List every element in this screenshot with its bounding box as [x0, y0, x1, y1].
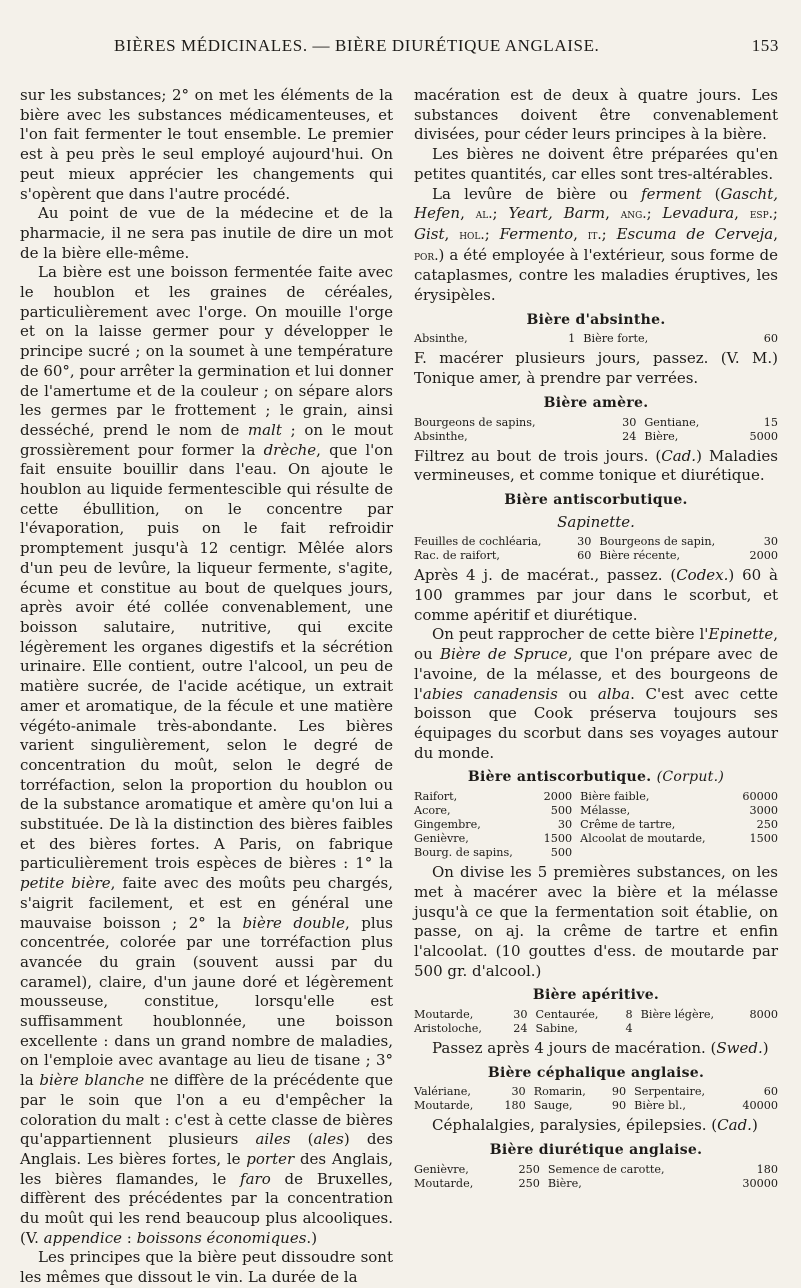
- text-run: On peut rapprocher de cette bière l': [432, 625, 709, 644]
- paragraph: [414, 86, 778, 145]
- ingredient-name: Bourgeons de sapin,: [599, 535, 716, 549]
- recipe-ingredients: [414, 790, 778, 860]
- ingredient-quantity: 2000: [543, 790, 573, 804]
- ingredient-quantity: 24: [513, 1022, 528, 1036]
- recipe-title: Bière d'absinthe.: [526, 311, 666, 328]
- ingredient-row: [414, 1163, 778, 1177]
- italic-text: petite bière: [20, 874, 111, 893]
- ingredient-name: [580, 846, 734, 860]
- paragraph: [20, 86, 393, 204]
- ingredient-row: [414, 804, 778, 818]
- abbrev-text: ang.: [620, 206, 647, 223]
- italic-text: Escuma de Cerveja: [616, 224, 774, 243]
- text-run: .): [306, 1228, 318, 1247]
- ingredient-name: Sabine,: [535, 1022, 578, 1036]
- ingredient-quantity: 90: [611, 1099, 627, 1113]
- abbrev-text: al.: [475, 206, 493, 223]
- text-run: ne diffère de la précédente que par le soin que l'on a eu d'empêcher la coloration du malt : c'est à cette classe de bières qu'appartiennent plusieurs: [20, 1071, 393, 1149]
- ingredient-name: [641, 1022, 740, 1036]
- text-run: :: [121, 1228, 137, 1247]
- recipe-text: [414, 1116, 778, 1136]
- ingredient-quantity: [740, 1022, 778, 1036]
- text-run: ,: [460, 204, 476, 223]
- abbrev-text: esp.: [749, 206, 773, 223]
- text-run: ): [762, 1039, 769, 1058]
- text-run: ;: [601, 224, 617, 243]
- recipe-title-ref: (Corput.): [656, 769, 725, 786]
- italic-text: ales: [313, 1130, 344, 1149]
- ingredient-row: [414, 416, 778, 430]
- running-title: BIÈRES MÉDICINALES. — BIÈRE DIURÉTIQUE ANGLAISE.: [114, 36, 600, 55]
- ingredient-row: [414, 1085, 778, 1099]
- ingredient-row: [414, 1022, 778, 1036]
- ingredient-name: Bière récente,: [599, 549, 681, 563]
- ingredient-row: [414, 846, 778, 860]
- ingredient-quantity: 30: [577, 535, 592, 549]
- ingredient-quantity: 30000: [742, 1176, 778, 1190]
- text-run: ou: [557, 684, 598, 703]
- text-run: des Anglais, les bières flamandes, le: [20, 1149, 393, 1188]
- text-run: sur les substances; 2° on met les éléments de la bière avec les substances médicamenteuses, et l'on fait fermenter le tout ensemble. Le premier est à peu près le seul employé aujourd'hui. On peut mieux apprécier les changements qui s'opèrent que dans l'autre procédé.: [20, 86, 393, 203]
- ingredient-quantity: 24: [622, 429, 637, 443]
- ingredient-name: Moutarde,: [414, 1008, 474, 1022]
- abbrev-text: por.: [414, 247, 439, 264]
- text-run: ;: [646, 204, 663, 223]
- ingredient-name: Aristoloche,: [414, 1022, 482, 1036]
- ingredient-name: Semence de carotte,: [547, 1162, 665, 1176]
- ingredient-name: Gingembre,: [414, 818, 481, 832]
- text-run: , que l'on fait ensuite bouillir dans l'eau. On ajoute le houblon au liquide fermentescible qui résulte de cette ébullition, on le concentre par l'évaporation, puis on le fait refroidir promptement jusqu'à 12 centigr. Mêlée alors d'un peu de levûre, la liqueur fermente, s'agite, écume et constitue au bout de quelques jours, après avoir été collée convenablement, une boisson salutaire, nutritive, qui excite légèrement les organes digestifs et la sécrétion urinaire. Elle contient, outre l'alcool, un peu de matière sucrée, de l'acide acétique, un extrait amer et aromatique, de la fécule et une matière végéto-animale très-abondante. Les bières varient singulièrement, selon le degré de concentration du moût, selon le degré de torréfaction, selon la proportion du houblon ou de la substance aromatique et amère qu'on lui a substituée. De là la distinction des bières faibles et des bières fortes. A Paris, on fabrique particulièrement trois espèces de bières : 1° la: [20, 440, 393, 873]
- ingredient-quantity: 1: [568, 332, 576, 346]
- ingredient-row: [414, 535, 778, 549]
- text-run: , faite avec des moûts peu chargés, s'aigrit facilement, et est en général une mauvaise boisson ; 2° la: [20, 874, 393, 932]
- ingredient-quantity: 250: [518, 1162, 540, 1176]
- text-run: macération est de deux à quatre jours. Les substances doivent être convenablement divisées, pour céder leurs principes à la bière.: [414, 86, 778, 144]
- recipe-title: Bière diurétique anglaise.: [489, 1142, 703, 1159]
- recipe-ingredients: [414, 1163, 778, 1191]
- ingredient-quantity: 500: [550, 846, 573, 860]
- text-run: On divise les 5 premières substances, on les met à macérer avec la bière et la mélasse jusqu'à ce que la fermentation soit établie, on passe, on aj. la crême de tartre et enfin l'alcoolat. (10 gouttes d'ess. de moutarde par 500 gr. d'alcool.): [414, 863, 778, 980]
- ingredient-quantity: 2000: [749, 549, 778, 563]
- ingredient-quantity: 40000: [742, 1099, 778, 1113]
- paragraph: [20, 204, 393, 263]
- italic-text: Cad.: [717, 1116, 752, 1135]
- ingredient-name: Absinthe,: [414, 429, 468, 443]
- ingredient-quantity: 180: [756, 1162, 778, 1176]
- italic-text: abies canadensis: [422, 684, 558, 703]
- italic-text: Yeart, Barm: [508, 204, 606, 223]
- ingredient-quantity: 8: [625, 1008, 633, 1022]
- recipe-text: [414, 349, 778, 388]
- ingredient-quantity: 30: [763, 535, 778, 549]
- italic-text: Levadura: [662, 204, 735, 223]
- ingredient-row: [414, 1177, 778, 1191]
- ingredient-quantity: 250: [756, 818, 778, 832]
- recipe-ingredients: [414, 416, 778, 444]
- recipe-text: [414, 863, 778, 981]
- ingredient-quantity: 500: [550, 804, 573, 818]
- italic-text: Gascht, Hefen: [414, 184, 778, 223]
- text-run: Au point de vue de la médecine et de la pharmacie, il ne sera pas inutile de dire un mot de la bière elle-même.: [20, 204, 393, 262]
- right-column: [414, 86, 778, 1194]
- page-number: 153: [751, 36, 779, 55]
- text-run: Les bières ne doivent être préparées qu'en petites quantités, car elles sont tres-altérables.: [414, 145, 778, 183]
- ingredient-quantity: 8000: [749, 1008, 778, 1022]
- ingredient-name: Bière,: [644, 429, 679, 443]
- ingredient-name: Valériane,: [414, 1085, 471, 1099]
- ingredient-name: Romarin,: [533, 1085, 586, 1099]
- ingredient-quantity: 30: [622, 415, 637, 429]
- italic-text: Gist: [414, 224, 445, 243]
- ingredient-name: Genièvre,: [414, 1162, 469, 1176]
- ingredient-name: Bière forte,: [583, 332, 649, 346]
- italic-text: alba: [597, 684, 631, 703]
- ingredient-name: Bière faible,: [580, 790, 650, 804]
- ingredient-name: Absinthe,: [414, 332, 468, 346]
- ingredient-name: Bière légère,: [640, 1008, 715, 1022]
- italic-text: appendice: [43, 1228, 122, 1247]
- text-run: , plus concentrée, colorée par une torréfaction plus avancée du grain (souvent aussi par du caramel), claire, d'un jaune doré et légèrement mousseuse, constitue, lorsqu'elle est suffisamment houblonnée, une boisson excellente : dans un grand nombre de maladies, on l'emploie avec avantage au lieu de tisane ; 3° la: [20, 913, 394, 1090]
- ingredient-name: Moutarde,: [414, 1176, 474, 1190]
- ingredient-name: Crême de tartre,: [580, 818, 676, 832]
- recipe-subtitle: Sapinette.: [557, 512, 635, 531]
- recipe-ingredients: [414, 535, 778, 563]
- italic-text: faro: [240, 1169, 271, 1188]
- text-run: La levûre de bière ou: [432, 184, 642, 203]
- ingredient-row: [414, 1008, 778, 1022]
- italic-text: malt: [247, 420, 282, 439]
- recipe-title: Bière apéritive.: [532, 987, 660, 1004]
- recipe-text: [414, 1039, 778, 1059]
- italic-text: Cad.: [661, 446, 697, 465]
- recipe-title-text: Bière antiscorbutique.: [467, 769, 652, 786]
- text-run: ) des Anglais. Les bières fortes, le: [20, 1130, 394, 1168]
- text-run: ,: [734, 204, 750, 223]
- italic-text: Swed.: [716, 1039, 763, 1058]
- recipe-ingredients: [414, 1085, 778, 1113]
- ingredient-quantity: 1500: [543, 832, 573, 846]
- recipe-ingredients: [414, 1008, 778, 1036]
- page-header: [20, 36, 779, 62]
- italic-text: porter: [246, 1149, 295, 1168]
- paragraph: [20, 263, 393, 1248]
- ingredient-quantity: 30: [557, 818, 573, 832]
- ingredient-quantity: 5000: [749, 429, 778, 443]
- italic-text: ferment: [641, 184, 702, 203]
- ingredient-quantity: 60000: [742, 790, 778, 804]
- text-run: de Bruxelles, diffèrent des précédentes par la concentration du moût qui les rend beaucoup plus alcooliques. (V.: [20, 1169, 393, 1247]
- ingredient-quantity: 90: [611, 1085, 627, 1099]
- ingredient-name: Alcoolat de moutarde,: [580, 832, 706, 846]
- italic-text: ailes: [255, 1130, 291, 1149]
- ingredient-quantity: 60: [763, 1085, 778, 1099]
- recipe-title: Bière céphalique anglaise.: [487, 1064, 705, 1081]
- ingredient-row: [414, 1099, 778, 1113]
- recipe-text: [414, 447, 778, 486]
- ingredient-row: [414, 818, 778, 832]
- ingredient-row: [414, 430, 778, 444]
- ingredient-name: Bourgeons de sapins,: [414, 415, 536, 429]
- italic-text: boissons économiques: [136, 1228, 307, 1247]
- abbrev-text: it.: [587, 226, 602, 243]
- paragraph: [414, 145, 778, 184]
- abbrev-text: hol.: [459, 226, 485, 243]
- ingredient-quantity: 3000: [749, 804, 778, 818]
- ingredient-quantity: 4: [625, 1022, 633, 1036]
- italic-text: drèche: [263, 440, 317, 459]
- ingredient-row: [414, 790, 778, 804]
- ingredient-name: Centaurée,: [535, 1008, 599, 1022]
- text-run: ,: [605, 204, 621, 223]
- text-run: (: [701, 184, 721, 203]
- ingredient-name: Sauge,: [533, 1099, 573, 1113]
- text-run: F. macérer plusieurs jours, passez. (V. M.) Tonique amer, à prendre par verrées.: [414, 349, 778, 388]
- ingredient-quantity: 15: [763, 415, 778, 429]
- ingredient-name: Raifort,: [414, 790, 458, 804]
- text-run: ;: [484, 224, 500, 243]
- ingredient-name: Acore,: [414, 804, 451, 818]
- ingredient-row: [414, 832, 778, 846]
- text-run: , que l'on prépare avec de l'avoine, de la mélasse, et des bourgeons de l': [414, 645, 778, 703]
- ingredient-name: Bourg. de sapins,: [414, 846, 513, 860]
- text-run: Filtrez au bout de trois jours. (: [414, 446, 662, 465]
- italic-text: bière double: [242, 913, 345, 932]
- text-run: Céphalalgies, paralysies, épilepsies. (: [432, 1116, 718, 1135]
- italic-text: bière blanche: [39, 1071, 145, 1090]
- paragraph: [414, 625, 778, 763]
- recipe-ingredients: [414, 332, 778, 346]
- text-run: ;: [772, 204, 778, 223]
- ingredient-name: Mélasse,: [580, 804, 631, 818]
- ingredient-name: Bière bl.,: [634, 1099, 686, 1113]
- text-run: ; on le mout grossièrement pour former la: [20, 420, 394, 459]
- text-run: Après 4 j. de macérat., passez. (: [414, 566, 677, 585]
- text-run: . C'est avec cette boisson que Cook préserva toujours ses équipages du scorbut dans ses voyages autour du monde.: [414, 684, 779, 762]
- recipe-title: [414, 768, 778, 788]
- text-run: ): [751, 1116, 758, 1135]
- ingredient-name: Moutarde,: [414, 1099, 474, 1113]
- ingredient-name: Genièvre,: [414, 832, 469, 846]
- ingredient-name: Bière,: [547, 1176, 582, 1190]
- text-run: ,: [573, 224, 588, 243]
- italic-text: Bière de Spruce: [439, 645, 568, 664]
- ingredient-quantity: 250: [518, 1176, 540, 1190]
- text-run: ) 60 à 100 grammes par jour dans le scorbut, et comme apéritif et diurétique.: [414, 566, 778, 624]
- italic-text: Fermento: [499, 224, 574, 243]
- recipe-title: Bière antiscorbutique.: [504, 491, 688, 508]
- text-run: , ou: [414, 625, 778, 664]
- text-run: ,: [773, 224, 778, 243]
- ingredient-name: Gentiane,: [644, 415, 700, 429]
- text-run: ,: [444, 224, 460, 243]
- ingredient-row: [414, 549, 778, 563]
- ingredient-quantity: 180: [504, 1099, 526, 1113]
- recipe-title: Bière amère.: [543, 394, 649, 411]
- ingredient-quantity: 60: [763, 332, 778, 346]
- text-run: Passez après 4 jours de macération. (: [432, 1039, 717, 1058]
- text-run: ) Maladies vermineuses, et comme tonique et diurétique.: [414, 446, 778, 485]
- recipe-text: [414, 566, 778, 625]
- ingredient-name: Rac. de raifort,: [414, 549, 500, 563]
- ingredient-quantity: 1500: [749, 832, 778, 846]
- ingredient-row: [414, 332, 778, 346]
- text-run: ;: [492, 204, 509, 223]
- ingredient-name: Serpentaire,: [634, 1085, 706, 1099]
- text-run: (: [290, 1130, 314, 1149]
- italic-text: Epinette: [708, 625, 774, 644]
- text-run: ) a été employée à l'extérieur, sous forme de cataplasmes, contre les maladies éruptives, les érysipèles.: [414, 245, 778, 305]
- ingredient-quantity: 60: [577, 549, 592, 563]
- ingredient-quantity: [734, 846, 778, 860]
- italic-text: Codex.: [676, 566, 729, 585]
- left-column: [20, 86, 393, 1288]
- text-run: Les principes que la bière peut dissoudre sont les mêmes que dissout le vin. La durée de la: [20, 1248, 393, 1287]
- ingredient-quantity: 30: [511, 1085, 526, 1099]
- ingredient-quantity: 30: [513, 1008, 528, 1022]
- paragraph: [414, 185, 778, 306]
- text-run: La bière est une boisson fermentée faite avec le houblon et les graines de céréales, particulièrement avec l'orge. On mouille l'orge et on la laisse germer pour y développer le principe sucré ; on la soumet à une température de 60°, pour arrêter la germination et lui donner de l'amertume et de la couleur ; on sépare alors les germes par le frottement ; le grain, ainsi desséché, prend le nom de: [20, 263, 393, 439]
- ingredient-name: Feuilles de cochléaria,: [414, 535, 542, 549]
